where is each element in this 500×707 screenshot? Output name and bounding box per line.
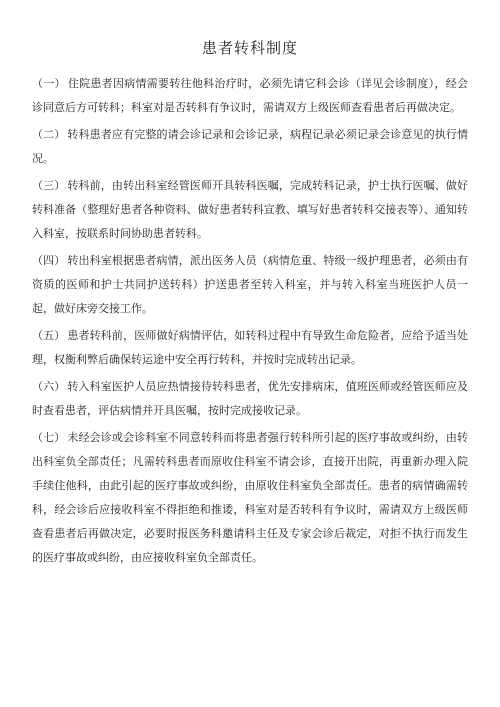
paragraph-6 xyxy=(32,375,468,423)
paragraph-5 xyxy=(32,324,468,372)
paragraph-text: 住院患者因病情需要转往他科治疗时，必须先请它科会诊（详见会诊制度），经会诊同意后方可转科；科室对是否转科有争议时，需请双方上级医师查看患者后再做决定。 xyxy=(32,77,469,114)
paragraph-text: 转出科室根据患者病情，派出医务人员（病情危重、特级一级护理患者，必须由有资质的医师和护士共同护送转科）护送患者至转入科室，并与转入科室当班医护人员一起，做好床旁交接工作。 xyxy=(32,254,469,315)
paragraph-3 xyxy=(32,174,468,246)
paragraph-number: （二） xyxy=(32,128,66,141)
paragraph-7 xyxy=(32,426,468,570)
paragraph-number: （三） xyxy=(32,179,66,192)
document-title: 患者转科制度 xyxy=(201,39,298,57)
paragraph-number: （一） xyxy=(32,77,66,90)
paragraph-text: 转科前，由转出科室经管医师开具转科医嘱，完成转科记录，护士执行医嘱、做好转科准备（整理好患者各种资料、做好患者转科宣教、填写好患者转科交接表等）、通知转入科室，按联系时间协助患者转科。 xyxy=(32,179,469,240)
paragraph-text: 患者转科前，医师做好病情评估，如转科过程中有导致生命危险者，应给予适当处理，权衡利弊后确保转运途中安全再行转科，并按时完成转出记录。 xyxy=(32,329,469,366)
paragraph-number: （七） xyxy=(32,431,66,444)
paragraph-number: （五） xyxy=(32,329,66,342)
paragraph-text: 转科患者应有完整的请会诊记录和会诊记录，病程记录必须记录会诊意见的执行情况。 xyxy=(32,128,469,165)
paragraph-number: （六） xyxy=(32,380,66,393)
paragraph-number: （四） xyxy=(32,254,66,267)
paragraph-1 xyxy=(32,72,468,120)
paragraph-text: 转入科室医护人员应热情接待转科患者，优先安排病床，值班医师或经管医师应及时查看患者，评估病情并开具医嘱，按时完成接收记录。 xyxy=(32,380,469,417)
paragraph-4 xyxy=(32,249,468,321)
paragraph-text: 未经会诊或会诊科室不同意转科而将患者强行转科所引起的医疗事故或纠纷，由转出科室负全部责任；凡需转科患者而原收住科室不请会诊，直接开出院，再重新办理入院手续住他科，由此引起的医疗事故或纠纷，由原收住科室负全部责任。患者的病情确需转科，经会诊后应接收科室不得拒绝和推诿，科室对是否转科有争议时，需请双方上级医师查看患者后再做决定，必要时报医务科邀请科主任及专家会诊后裁定，对拒不执行而发生的医疗事故或纠纷，由应接收科室负全部责任。 xyxy=(32,431,469,564)
paragraph-2 xyxy=(32,123,468,171)
